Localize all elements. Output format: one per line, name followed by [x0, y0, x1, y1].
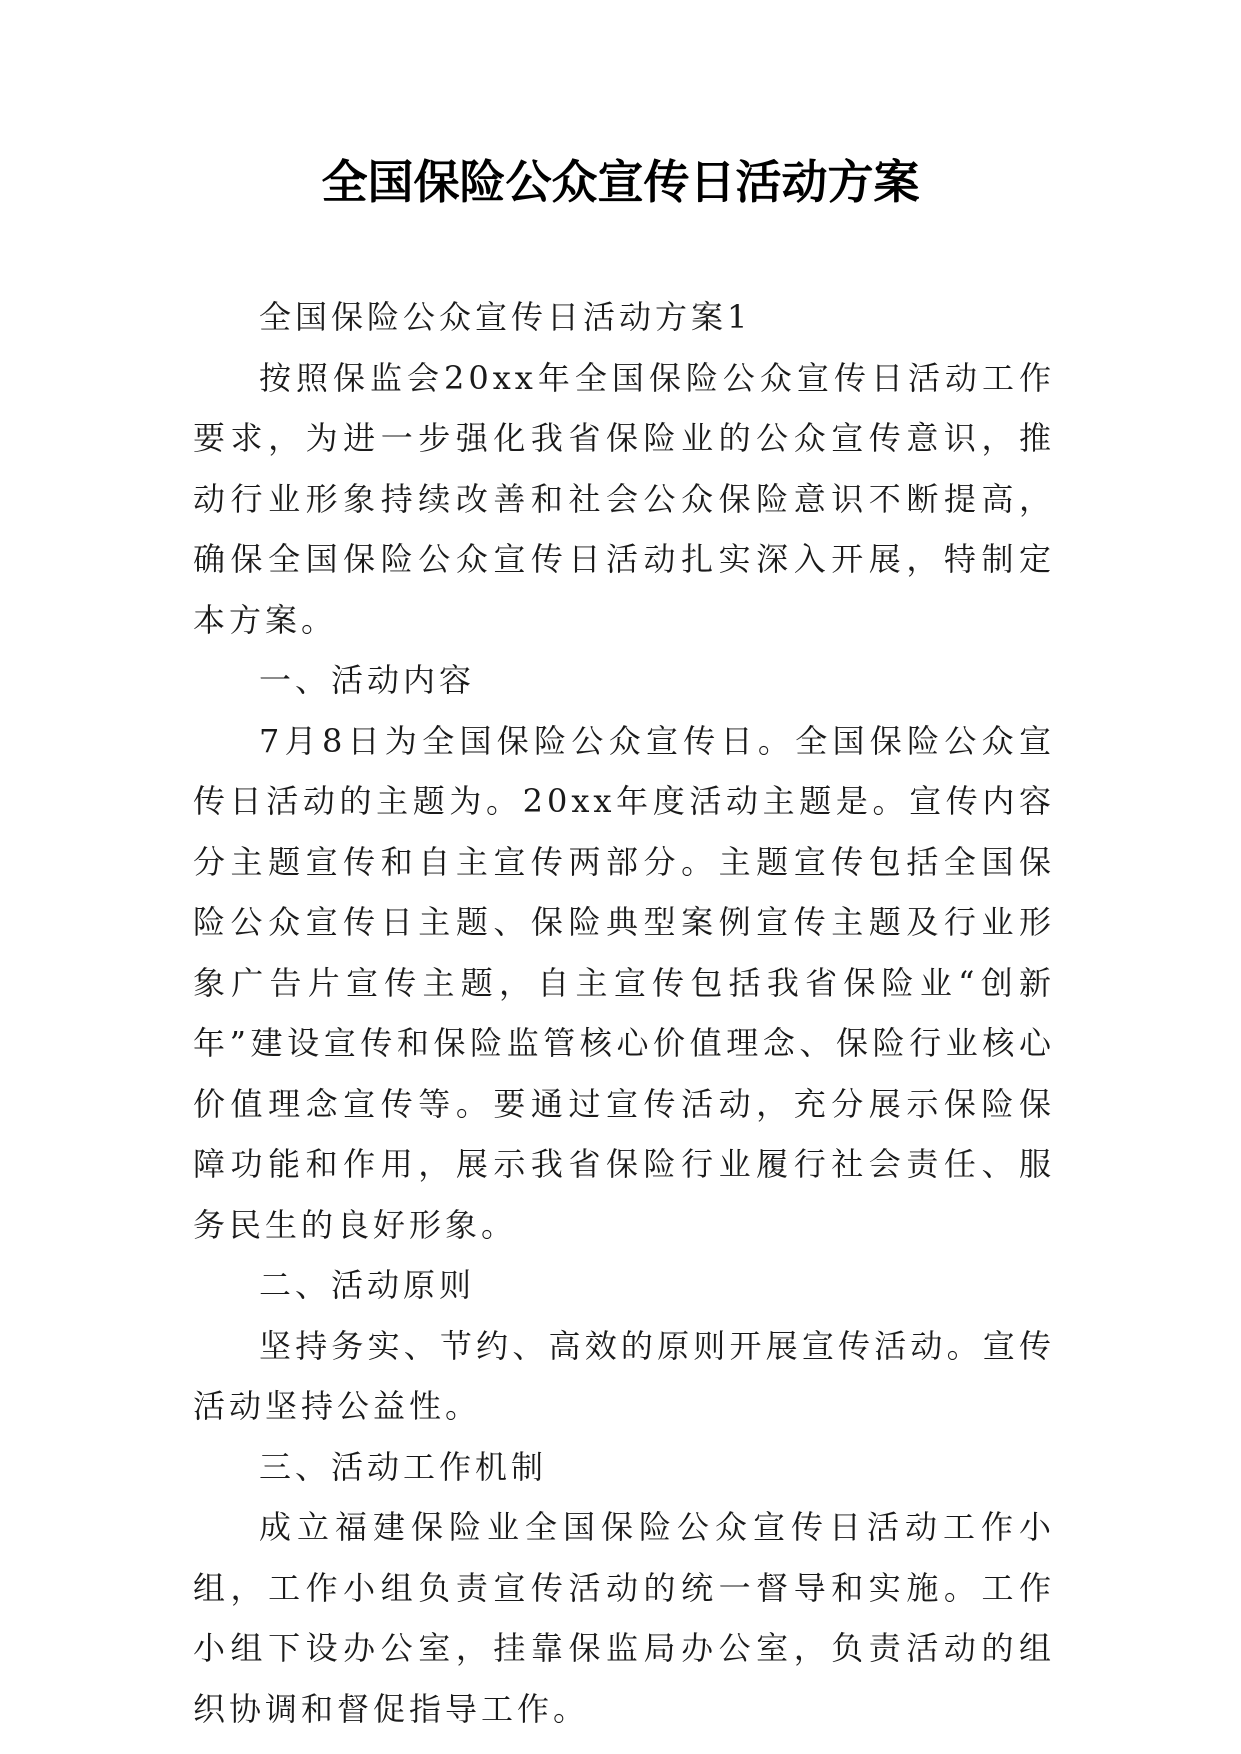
section-heading-principles: 二、活动原则 [259, 1266, 476, 1304]
paragraph-content: 7月8日为全国保险公众宣传日。全国保险公众宣传日活动的主题为。20xx年度活动主题是。宣传内容分主题宣传和自主宣传两部分。主题宣传包括全国保险公众宣传日主题、保险典型案例宣传主题及行业形象广告片宣传主题，自主宣传包括我省保险业“创新年”建设宣传和保险监管核心价值理念、保险行业核心价值理念宣传等。要通过宣传活动，充分展示保险保障功能和作用，展示我省保险行业履行社会责任、服务民生的良好形象。 [193, 721, 1055, 1244]
document-body [193, 287, 1055, 1739]
section-heading-content: 一、活动内容 [259, 661, 476, 699]
document-title: 全国保险公众宣传日活动方案 [321, 155, 920, 209]
paragraph-mechanism: 成立福建保险业全国保险公众宣传日活动工作小组，工作小组负责宣传活动的统一督导和实施。工作小组下设办公室，挂靠保监局办公室，负责活动的组织协调和督促指导工作。 [193, 1508, 1055, 1728]
paragraph-subtitle: 全国保险公众宣传日活动方案1 [259, 298, 752, 336]
paragraph-principles: 坚持务实、节约、高效的原则开展宣传活动。宣传活动坚持公益性。 [193, 1326, 1055, 1425]
section-heading-mechanism: 三、活动工作机制 [259, 1447, 548, 1486]
paragraph-intro: 按照保监会20xx年全国保险公众宣传日活动工作要求，为进一步强化我省保险业的公众宣传意识，推动行业形象持续改善和社会公众保险意识不断提高，确保全国保险公众宣传日活动扎实深入开展，特制定本方案。 [193, 358, 1055, 639]
